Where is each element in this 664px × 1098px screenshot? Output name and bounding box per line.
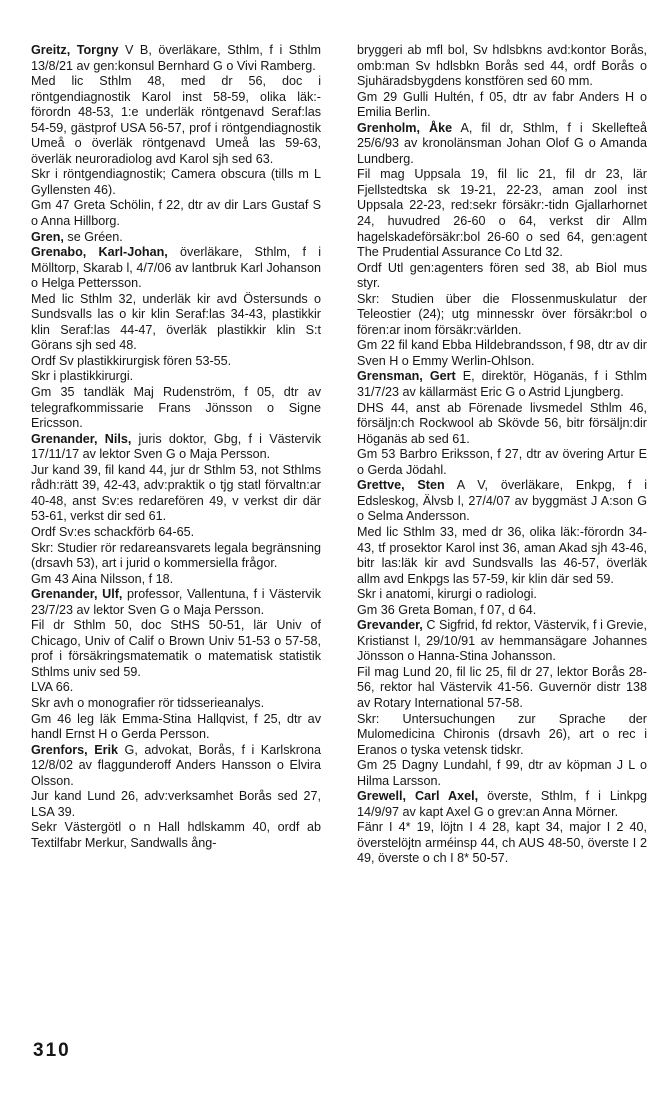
entry-paragraph	[357, 665, 647, 712]
entry-text: Gm 53 Barbro Eriksson, f 27, dtr av övering Artur E o Gerda Jödahl.	[357, 447, 647, 477]
entry-text: Gm 36 Greta Boman, f 07, d 64.	[357, 602, 537, 617]
entry-paragraph	[357, 338, 647, 369]
entry-paragraph	[357, 603, 647, 619]
entry-first-line	[357, 618, 647, 665]
entry-first-line	[31, 43, 321, 74]
entry-text: G, advokat, Borås, f i Karlskrona 12/8/02 av flaggunderoff Anders Hansson o Elvira Olsson.	[31, 742, 321, 788]
entry-paragraph	[31, 463, 321, 525]
entry-name: Grenabo, Karl-Johan,	[31, 245, 168, 260]
entry-text: Med lic Sthlm 33, med dr 36, olika läk:-förordn 34-43, tf prosektor Karol inst 36, aman Akad sjh 43-46, bitr las:läk kir avd Sundsvalls las 46-57, överläk allm avd Enkpgs las 57-59, kir klin där sed 59.	[357, 524, 647, 586]
entry-text: Skr avh o monografier rör tidsserieanalys.	[31, 695, 265, 710]
entry-name: Gren,	[31, 229, 64, 244]
entry-text: E, direktör, Höganäs, f i Sthlm 31/7/23 av källarmäst Eric G o Astrid Ljungberg.	[357, 369, 647, 400]
entry-paragraph	[357, 167, 647, 260]
entry-first-line	[31, 245, 321, 292]
entry-text: Gm 43 Aina Nilsson, f 18.	[31, 571, 174, 586]
entry-text: DHS 44, anst ab Förenade livsmedel Sthlm 46, försäljn:ch Rockwool ab Skövde 56, bitr försäljn:dir Höganäs ab sed 61.	[357, 400, 647, 446]
entry-paragraph	[31, 198, 321, 229]
entry-text: professor, Vallentuna, f i Västervik 23/7/23 av lektor Sven G o Maja Persson.	[31, 587, 321, 617]
entry-text: Skr i plastikkirurgi.	[31, 369, 134, 384]
entry-text: Gm 47 Greta Schölin, f 22, dtr av dir Lars Gustaf S o Anna Hillborg.	[31, 198, 321, 229]
entry-first-line	[31, 587, 321, 618]
entry-paragraph	[357, 447, 647, 478]
entry-text: A V, överläkare, Enkpg, f i Edsleskog, Älvsb l, 27/4/07 av byggmäst J A:son G o Selma Andersson.	[357, 478, 647, 524]
entry-text: Fänr I 4* 19, löjtn I 4 28, kapt 34, major I 2 40, överstelöjtn arméinsp 44, ch AUS 48-50, överste I 2 49, överste o ch I 8* 50-57.	[357, 820, 647, 866]
entry-text: Gm 29 Gulli Hultén, f 05, dtr av fabr Anders H o Emilia Berlin.	[357, 89, 647, 120]
entry-text: överläkare, Sthlm, f i Mölltorp, Skarab l, 4/7/06 av lantbruk Karl Johanson o Helga Pettersson.	[31, 245, 321, 291]
entry-first-line	[357, 121, 647, 168]
entry-first-line	[31, 432, 321, 463]
entry-text: Gm 46 leg läk Emma-Stina Hallqvist, f 25, dtr av handl Ernst H o Gerda Persson.	[31, 711, 321, 742]
entry	[357, 43, 647, 121]
entry-paragraph	[31, 712, 321, 743]
entry-paragraph	[31, 167, 321, 198]
entry-name: Grevander,	[357, 618, 423, 633]
entry	[357, 369, 647, 478]
entry-text: Med lic Sthlm 48, med dr 56, doc i röntgendiagnostik Karol inst 58-59, olika läk:-förordn 48-53, 1:e underläk röntgenavd Seraf:las 54-59, gästprof USA 56-57, prof i röntgendiagnostik Umeå o överläk röntgenavd Umeå las 59-63, överläk neuroradiolog avd Karol sjh sed 63.	[31, 74, 321, 166]
entry-paragraph	[357, 401, 647, 448]
entry-paragraph	[357, 587, 647, 603]
entry-name: Grensman, Gert	[357, 369, 456, 384]
entry-name: Greitz, Torgny	[31, 43, 119, 57]
entry-text: juris doktor, Gbg, f i Västervik 17/11/17 av lektor Sven G o Maja Persson.	[31, 431, 321, 462]
entry	[357, 789, 647, 867]
entry-paragraph	[357, 90, 647, 121]
entry-paragraph	[357, 712, 647, 759]
entry-first-line	[357, 369, 647, 400]
page-number: 310	[33, 1040, 71, 1061]
entry-paragraph	[31, 292, 321, 354]
entry-paragraph	[31, 696, 321, 712]
entry	[31, 743, 321, 852]
entry	[31, 230, 321, 246]
entry	[31, 43, 321, 230]
entry-first-line	[357, 478, 647, 525]
entry-text: bryggeri ab mfl bol, Sv hdlsbkns avd:kontor Borås, omb:man Sv hdlsbkn Borås sed 44, ordf Borås o Sjuhäradsbygdens konstfören sed 60 mm.	[357, 43, 647, 89]
entry-paragraph	[31, 74, 321, 167]
entry-text: Fil mag Uppsala 19, fil lic 21, fil dr 23, lär Fjellstedtska sk 19-21, 22-23, aman zool inst Uppsala 22-23, red:sekr försäkr:-tidn Gjallarhornet 24, huvudred 26-60 o 64, verkst dir Allm hagelskadeförsäkr:bol 26-60 o sed 64, gen:agent The Prudential Assurance Co Ltd 32.	[357, 167, 647, 260]
entry	[357, 618, 647, 789]
entry-text: Sekr Västergötl o n Hall hdlskamm 40, ordf ab Textilfabr Merkur, Sandwalls ång-	[31, 820, 321, 850]
entry-name: Grenander, Ulf,	[31, 587, 123, 602]
entry-name: Grettve, Sten	[357, 478, 445, 493]
entry-first-line	[31, 743, 321, 790]
entry-paragraph	[31, 541, 321, 572]
entry-paragraph	[31, 572, 321, 588]
entry-paragraph	[357, 820, 647, 867]
left-column	[31, 43, 321, 851]
entry-text: Ordf Sv plastikkirurgisk fören 53-55.	[31, 353, 232, 368]
entry	[357, 478, 647, 618]
entry	[31, 245, 321, 432]
entry-name: Grenander, Nils,	[31, 431, 132, 446]
entry-text: Skr: Studien über die Flossenmuskulatur der Teleostier (24); utg minnesskr över försäkr:bol o fören:ar inom försäkr:världen.	[357, 291, 647, 337]
right-column	[357, 43, 647, 867]
entry-paragraph	[31, 369, 321, 385]
entry-text: se Gréen.	[63, 229, 123, 244]
entry-text: LVA 66.	[31, 680, 74, 695]
entry-name: Grewell, Carl Axel,	[357, 789, 479, 804]
entry-paragraph	[357, 292, 647, 339]
entry-paragraph	[31, 525, 321, 541]
entry-paragraph	[357, 758, 647, 789]
entry-text: Jur kand 39, fil kand 44, jur dr Sthlm 53, not Sthlms rådh:rätt 39, 42-43, adv:praktik o tjg statl förvaltn:ar 40-48, anst Sv:es redarefören 49, v verkst dir där 53-61, verkst dir sed 61.	[31, 462, 321, 524]
entry-first-line	[31, 230, 321, 246]
entry-text: Fil dr Sthlm 50, doc StHS 50-51, lär Univ of Chicago, Univ of Calif o Brown Univ 51-53 o 57-58, prof i försäkringsmatematik o matematisk statistik Sthlms univ sed 59.	[31, 618, 321, 679]
entry-text: Ordf Utl gen:agenters fören sed 38, ab Biol mus styr.	[357, 260, 647, 291]
entry	[31, 587, 321, 742]
entry-paragraph	[31, 680, 321, 696]
entry-text: Jur kand Lund 26, adv:verksamhet Borås sed 27, LSA 39.	[31, 789, 321, 819]
entry-paragraph	[357, 525, 647, 587]
entry-text: C Sigfrid, fd rektor, Västervik, f i Grevie, Kristianst l, 29/10/91 av hemmansägare Johannes Jönsson o Hanna-Stina Johansson.	[357, 618, 647, 664]
entry-paragraph	[31, 354, 321, 370]
entry-text: Med lic Sthlm 32, underläk kir avd Östersunds o Sundsvalls las o kir klin Seraf:las 34-43, plastikkir klin Seraf:las 44-47, överläk plastikkir klin S:t Görans sjh sed 48.	[31, 291, 321, 353]
entry-name: Grenholm, Åke	[357, 120, 453, 135]
entry-text: Fil mag Lund 20, fil lic 25, fil dr 27, lektor Borås 28-56, rektor hal Västervik 41-56. Guvernör distr 138 av Rotary International 57-58.	[357, 664, 647, 710]
entry-text: Skr: Untersuchungen zur Sprache der Mulomedicina Chironis (drsavh 26), art o rec i Eranos o tyska vetensk tidskr.	[357, 711, 647, 757]
entry-text: V B, överläkare, Sthlm, f i Sthlm 13/8/21 av gen:konsul Bernhard G o Vivi Ramberg.	[31, 43, 321, 73]
entry	[357, 121, 647, 370]
entry-name: Grenfors, Erik	[31, 742, 119, 757]
entry-first-line	[357, 789, 647, 820]
entry-text: Ordf Sv:es schackförb 64-65.	[31, 524, 195, 539]
entry-text: Skr: Studier rör redareansvarets legala begränsning (drsavh 53), art i jurid o kommersiella frågor.	[31, 540, 321, 571]
entry-text: överste, Sthlm, f i Linkpg 14/9/97 av kapt Axel G o grev:an Anna Mörner.	[357, 789, 647, 819]
entry-first-line	[357, 43, 647, 90]
entry-text: Gm 25 Dagny Lundahl, f 99, dtr av köpman J L o Hilma Larsson.	[357, 758, 647, 788]
entry-text: Gm 22 fil kand Ebba Hildebrandsson, f 98, dtr av dir Sven H o Emmy Werlin-Ohlson.	[357, 338, 647, 368]
entry-paragraph	[31, 385, 321, 432]
entry-text: A, fil dr, Sthlm, f i Skellefteå 25/6/93 av kronolänsman Johan Olof G o Amanda Lundberg.	[357, 120, 647, 166]
entry-paragraph	[31, 618, 321, 680]
entry	[31, 432, 321, 587]
entry-text: Gm 35 tandläk Maj Rudenström, f 05, dtr av telegrafkommissarie Frans Jönsson o Signe Ericsson.	[31, 385, 321, 431]
entry-paragraph	[31, 820, 321, 851]
entry-paragraph	[357, 261, 647, 292]
entry-text: Skr i röntgendiagnostik; Camera obscura (tills m L Gyllensten 46).	[31, 167, 321, 197]
entry-text: Skr i anatomi, kirurgi o radiologi.	[357, 587, 537, 602]
entry-paragraph	[31, 789, 321, 820]
